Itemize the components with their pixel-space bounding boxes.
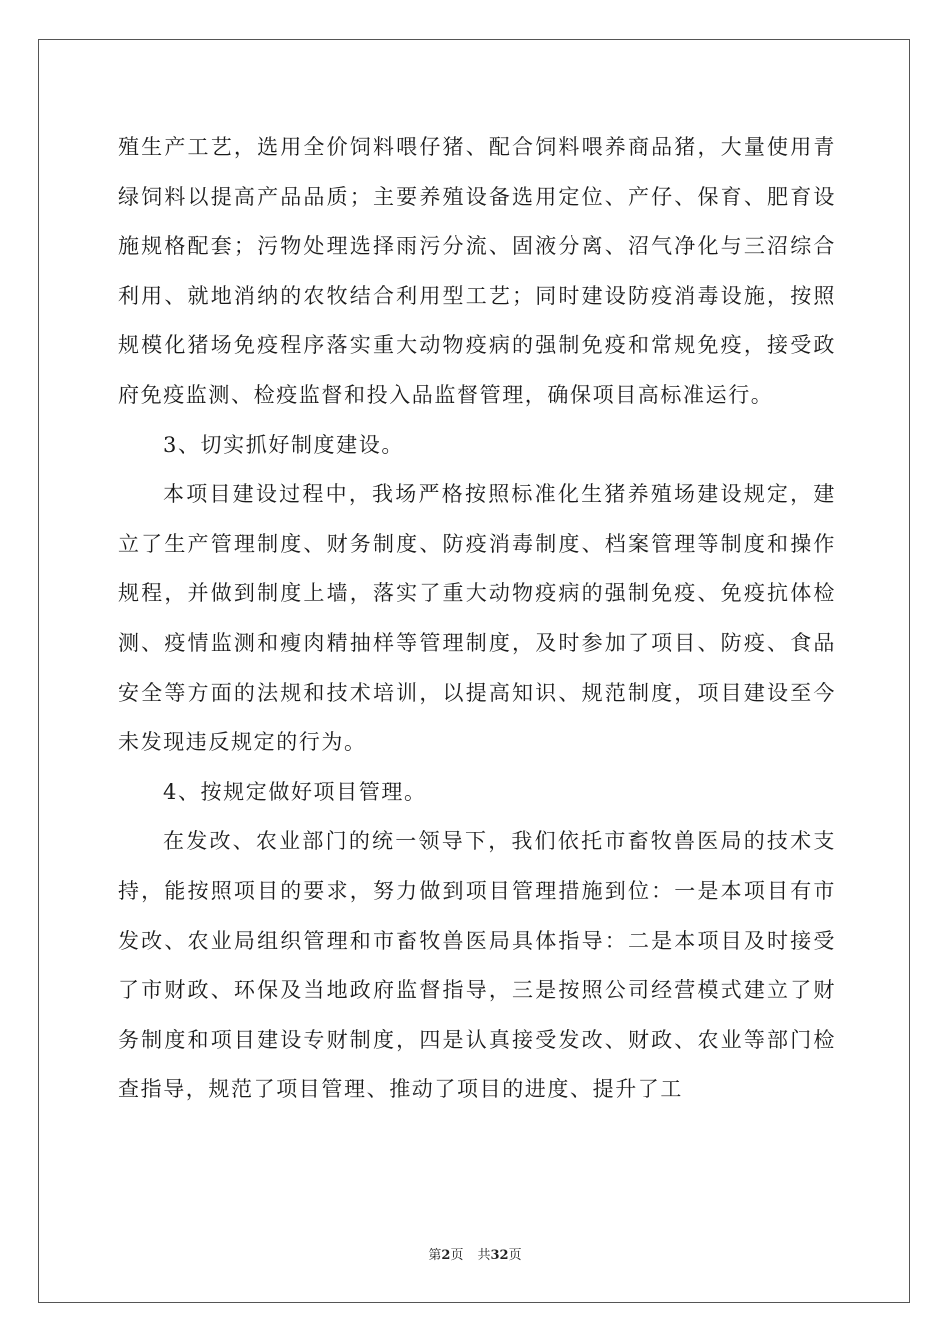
footer-total-suffix: 页 — [508, 1248, 522, 1263]
footer-page-suffix: 页 — [450, 1248, 464, 1263]
paragraph-system-building: 本项目建设过程中，我场严格按照标准化生猪养殖场建设规定，建立了生产管理制度、财务制度、防疫消毒制度、档案管理等制度和操作规程，并做到制度上墙，落实了重大动物疫病的强制免疫、免疫抗体检测、疫情监测和瘦肉精抽样等管理制度，及时参加了项目、防疫、食品安全等方面的法规和技术培训，以提高知识、规范制度，项目建设至今未发现违反规定的行为。 — [118, 482, 836, 755]
document-body — [118, 123, 836, 1115]
paragraph-continued: 殖生产工艺，选用全价饲料喂仔猪、配合饲料喂养商品猪，大量使用青绿饲料以提高产品品质；主要养殖设备选用定位、产仔、保育、肥育设施规格配套；污物处理选择雨污分流、固液分离、沼气净化与三沼综合利用、就地消纳的农牧结合利用型工艺；同时建设防疫消毒设施，按照规模化猪场免疫程序落实重大动物疫病的强制免疫和常规免疫，接受政府免疫监测、检疫监督和投入品监督管理，确保项目高标准运行。 — [118, 135, 836, 407]
footer-page-number: 2 — [441, 1248, 451, 1263]
paragraph-project-management: 在发改、农业部门的统一领导下，我们依托市畜牧兽医局的技术支持，能按照项目的要求，努力做到项目管理措施到位：一是本项目有市发改、农业局组织管理和市畜牧兽医局具体指导：二是本项目及时接受了市财政、环保及当地政府监督指导，三是按照公司经营模式建立了财务制度和项目建设专财制度，四是认真接受发改、财政、农业等部门检查指导，规范了项目管理、推动了项目的进度、提升了工 — [118, 829, 836, 1102]
section-heading-4: 4、按规定做好项目管理。 — [163, 779, 427, 804]
page-footer — [0, 1244, 950, 1263]
section-heading-3: 3、切实抓好制度建设。 — [163, 432, 404, 457]
footer-total-prefix: 共 — [477, 1248, 491, 1263]
footer-total-pages: 32 — [490, 1248, 509, 1263]
footer-page-prefix: 第 — [428, 1248, 442, 1263]
